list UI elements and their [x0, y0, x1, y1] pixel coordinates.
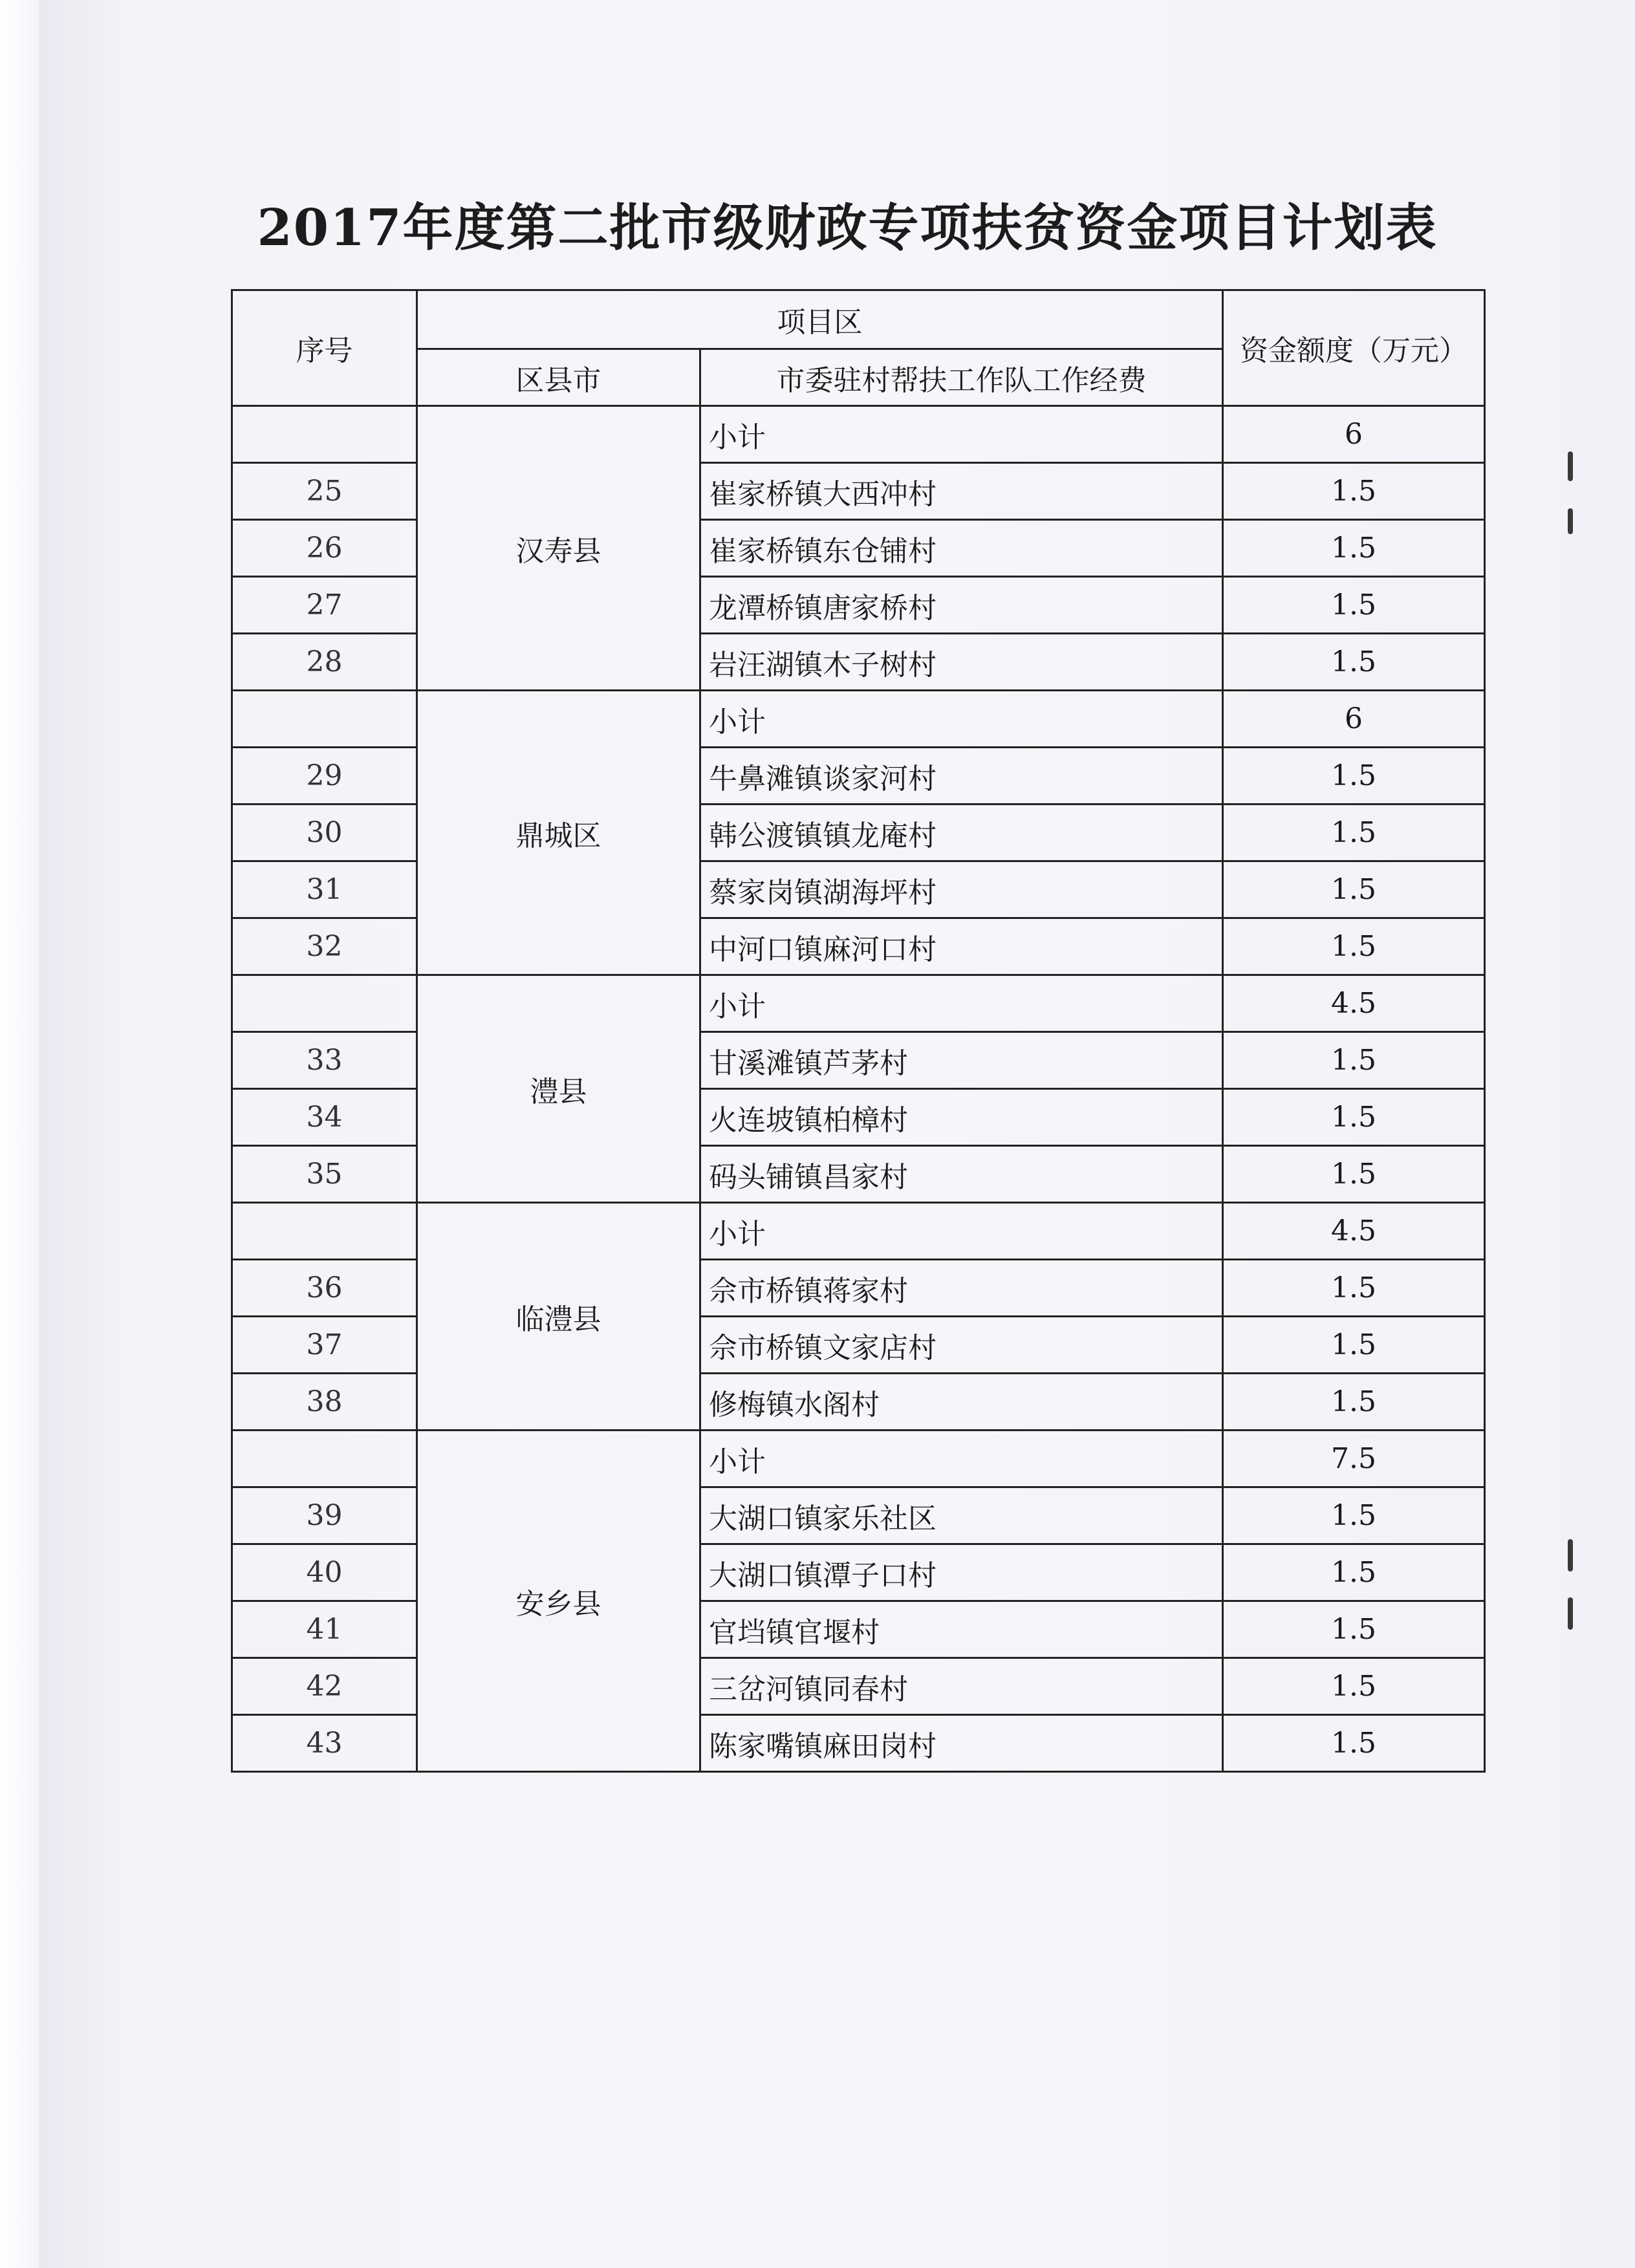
- subtotal-label: 小计: [700, 1431, 1223, 1487]
- project-cell: 中河口镇麻河口村: [700, 918, 1223, 975]
- amount-cell: 1.5: [1223, 1715, 1485, 1772]
- amount-cell: 1.5: [1223, 1544, 1485, 1601]
- document-title: 2017年度第二批市级财政专项扶贫资金项目计划表: [257, 199, 1438, 257]
- project-cell: 大湖口镇家乐社区: [700, 1487, 1223, 1544]
- amount-cell: 1.5: [1223, 520, 1485, 577]
- table-header: [232, 290, 1485, 406]
- seq-cell: 29: [232, 748, 417, 805]
- amount-cell: 1.5: [1223, 918, 1485, 975]
- seq-cell-empty: [232, 691, 417, 748]
- project-cell: 三岔河镇同春村: [700, 1658, 1223, 1715]
- seq-cell-empty: [232, 1203, 417, 1260]
- seq-cell: 28: [232, 634, 417, 691]
- project-cell: 码头铺镇昌家村: [700, 1146, 1223, 1203]
- header-project: 市委驻村帮扶工作队工作经费: [700, 349, 1223, 406]
- seq-cell: 26: [232, 520, 417, 577]
- amount-cell: 1.5: [1223, 1089, 1485, 1146]
- project-cell: 修梅镇水阁村: [700, 1374, 1223, 1431]
- header-amount: 资金额度（万元）: [1223, 290, 1485, 406]
- project-cell: 甘溪滩镇芦茅村: [700, 1032, 1223, 1089]
- amount-cell: 1.5: [1223, 1146, 1485, 1203]
- seq-cell: 42: [232, 1658, 417, 1715]
- district-cell: 鼎城区: [417, 691, 700, 975]
- header-project-area: 项目区: [417, 290, 1223, 349]
- seq-cell: 31: [232, 861, 417, 918]
- amount-cell: 1.5: [1223, 1658, 1485, 1715]
- amount-cell: 1.5: [1223, 1374, 1485, 1431]
- header-seq: 序号: [232, 290, 417, 406]
- seq-cell-empty: [232, 406, 417, 463]
- subtotal-amount: 4.5: [1223, 1203, 1485, 1260]
- binding-mark: [1568, 1597, 1573, 1630]
- amount-cell: 1.5: [1223, 463, 1485, 520]
- seq-cell: 25: [232, 463, 417, 520]
- project-cell: 官垱镇官堰村: [700, 1601, 1223, 1658]
- project-cell: 佘市桥镇蒋家村: [700, 1260, 1223, 1317]
- amount-cell: 1.5: [1223, 1032, 1485, 1089]
- subtotal-row: [232, 406, 1485, 463]
- project-cell: 陈家嘴镇麻田岗村: [700, 1715, 1223, 1772]
- amount-cell: 1.5: [1223, 805, 1485, 861]
- subtotal-amount: 4.5: [1223, 975, 1485, 1032]
- seq-cell: 30: [232, 805, 417, 861]
- project-cell: 蔡家岗镇湖海坪村: [700, 861, 1223, 918]
- district-cell: 澧县: [417, 975, 700, 1203]
- subtotal-amount: 6: [1223, 406, 1485, 463]
- amount-cell: 1.5: [1223, 577, 1485, 634]
- subtotal-label: 小计: [700, 691, 1223, 748]
- amount-cell: 1.5: [1223, 634, 1485, 691]
- seq-cell: 41: [232, 1601, 417, 1658]
- project-cell: 龙潭桥镇唐家桥村: [700, 577, 1223, 634]
- seq-cell: 39: [232, 1487, 417, 1544]
- binding-mark: [1568, 451, 1573, 481]
- subtotal-amount: 7.5: [1223, 1431, 1485, 1487]
- seq-cell: 32: [232, 918, 417, 975]
- seq-cell: 37: [232, 1317, 417, 1374]
- district-cell: 汉寿县: [417, 406, 700, 691]
- seq-cell: 34: [232, 1089, 417, 1146]
- amount-cell: 1.5: [1223, 1317, 1485, 1374]
- binding-mark: [1568, 508, 1573, 534]
- project-cell: 崔家桥镇东仓铺村: [700, 520, 1223, 577]
- subtotal-row: [232, 691, 1485, 748]
- seq-cell-empty: [232, 1431, 417, 1487]
- project-cell: 岩汪湖镇木子树村: [700, 634, 1223, 691]
- amount-cell: 1.5: [1223, 1487, 1485, 1544]
- seq-cell: 40: [232, 1544, 417, 1601]
- seq-cell: 43: [232, 1715, 417, 1772]
- scan-left-strip: [0, 0, 40, 2268]
- subtotal-row: [232, 975, 1485, 1032]
- header-district: 区县市: [417, 349, 700, 406]
- fund-plan-table: [231, 289, 1486, 1773]
- project-cell: 火连坡镇柏樟村: [700, 1089, 1223, 1146]
- project-cell: 佘市桥镇文家店村: [700, 1317, 1223, 1374]
- district-cell: 临澧县: [417, 1203, 700, 1431]
- amount-cell: 1.5: [1223, 861, 1485, 918]
- subtotal-label: 小计: [700, 975, 1223, 1032]
- seq-cell-empty: [232, 975, 417, 1032]
- table-body: [232, 406, 1485, 1772]
- seq-cell: 36: [232, 1260, 417, 1317]
- project-cell: 韩公渡镇镇龙庵村: [700, 805, 1223, 861]
- subtotal-row: [232, 1203, 1485, 1260]
- amount-cell: 1.5: [1223, 1260, 1485, 1317]
- project-cell: 大湖口镇潭子口村: [700, 1544, 1223, 1601]
- binding-mark: [1568, 1539, 1573, 1571]
- subtotal-amount: 6: [1223, 691, 1485, 748]
- subtotal-label: 小计: [700, 1203, 1223, 1260]
- amount-cell: 1.5: [1223, 748, 1485, 805]
- amount-cell: 1.5: [1223, 1601, 1485, 1658]
- seq-cell: 38: [232, 1374, 417, 1431]
- district-cell: 安乡县: [417, 1431, 700, 1772]
- subtotal-label: 小计: [700, 406, 1223, 463]
- project-cell: 崔家桥镇大西冲村: [700, 463, 1223, 520]
- project-cell: 牛鼻滩镇谈家河村: [700, 748, 1223, 805]
- seq-cell: 27: [232, 577, 417, 634]
- seq-cell: 35: [232, 1146, 417, 1203]
- seq-cell: 33: [232, 1032, 417, 1089]
- subtotal-row: [232, 1431, 1485, 1487]
